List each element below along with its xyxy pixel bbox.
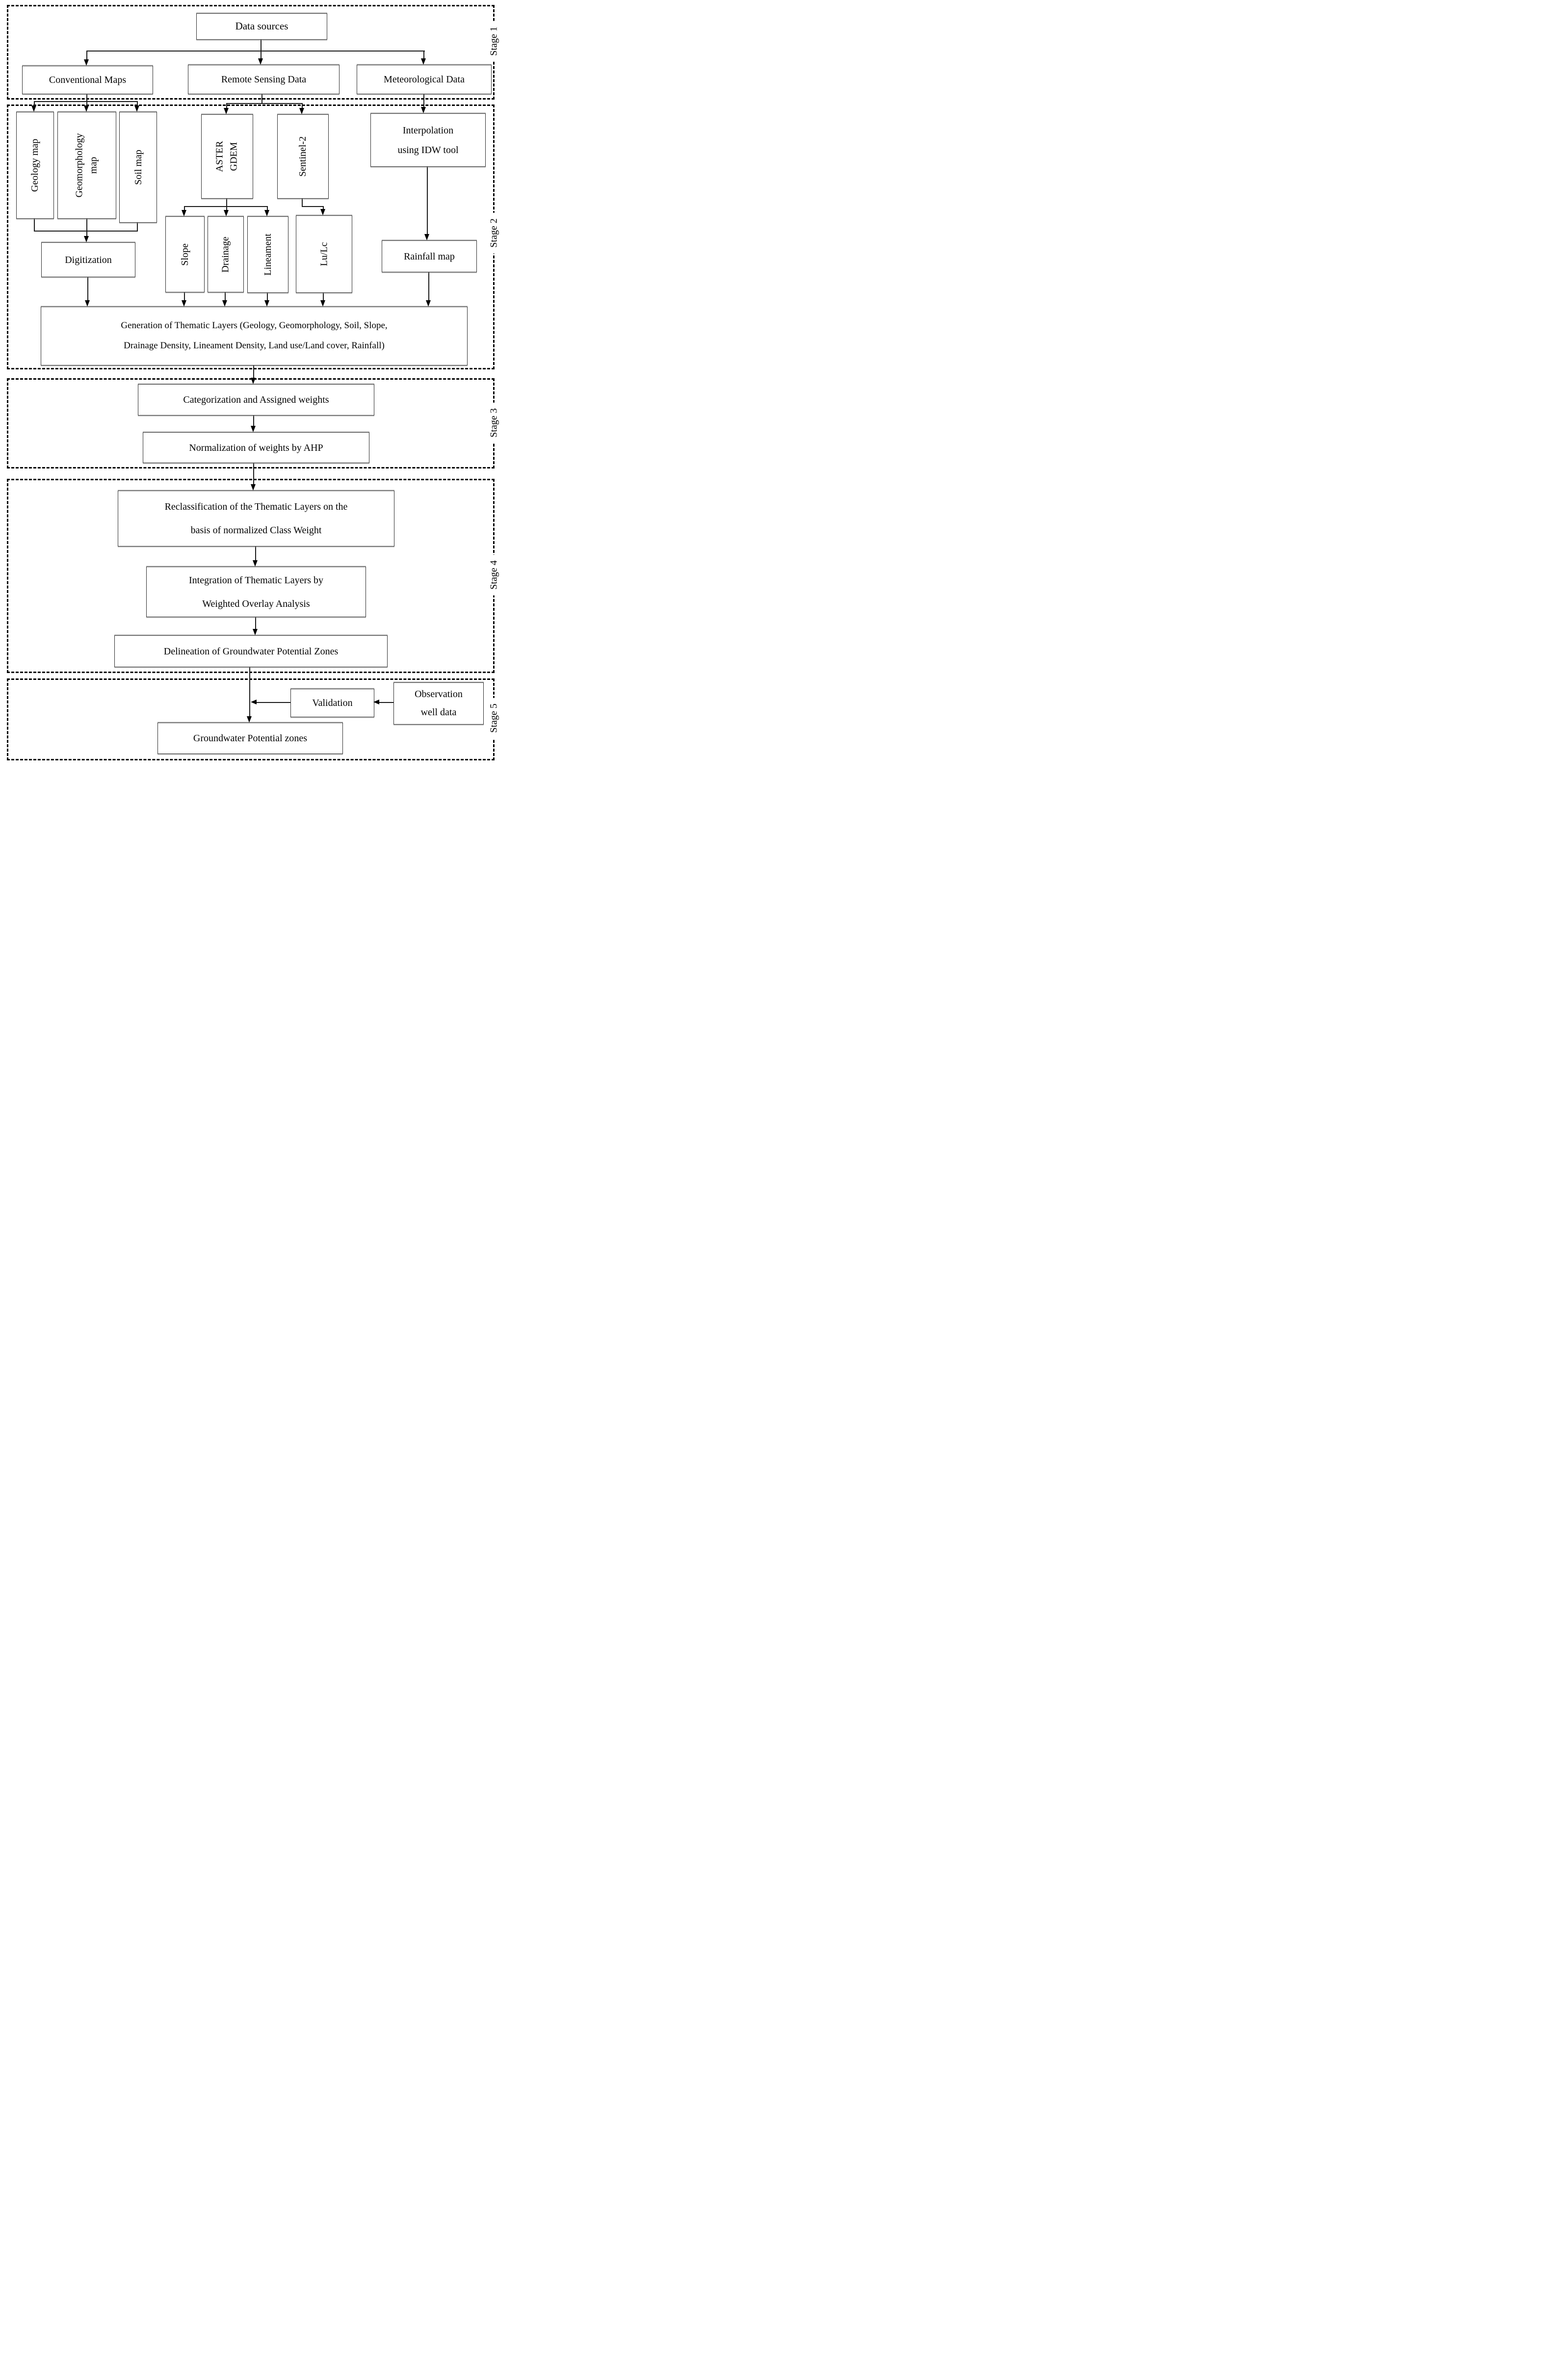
node-soil-map-label: Soil map (132, 150, 144, 185)
arrowhead-down (421, 107, 426, 113)
generation-line2: Drainage Density, Lineament Density, Land use/Land cover, Rainfall) (124, 340, 385, 351)
arrowhead-down (258, 58, 263, 65)
node-geomorphology-map (57, 112, 116, 219)
node-data-sources (196, 13, 327, 40)
node-conventional-maps (22, 66, 153, 94)
connector-line (423, 93, 424, 107)
node-validation-label: Validation (312, 698, 353, 708)
node-remote-sensing-data-label: Remote Sensing Data (221, 74, 307, 85)
arrowhead-left (251, 700, 257, 704)
arrowhead-down (251, 484, 256, 491)
arrowhead-down (222, 300, 227, 307)
node-normalization-label: Normalization of weights by AHP (189, 442, 323, 453)
node-delineation (114, 635, 388, 667)
aster-line2: GDEM (229, 142, 239, 171)
node-integration (146, 567, 366, 617)
stage-3-label (488, 402, 500, 443)
reclassification-line2: basis of normalized Class Weight (190, 525, 322, 536)
stage-2-label (488, 212, 500, 253)
stage-4-label (488, 554, 500, 595)
connector-line (379, 702, 393, 703)
arrowhead-down (424, 234, 429, 240)
connector-line (257, 702, 290, 703)
node-generation-label (121, 316, 387, 356)
arrowhead-down (251, 378, 256, 384)
node-geology-map (16, 112, 54, 219)
arrowhead-down (299, 108, 304, 114)
generation-line1: Generation of Thematic Layers (Geology, Geomorphology, Soil, Slope, (121, 320, 388, 331)
node-conventional-maps-label: Conventional Maps (49, 75, 127, 85)
connector-line (253, 462, 254, 485)
stage-5-text: Stage 5 (488, 703, 499, 733)
arrowhead-down (253, 560, 258, 567)
node-meteorological-data (357, 65, 492, 94)
node-lulc-label: Lu/Lc (318, 242, 330, 266)
arrowhead-down (182, 300, 186, 307)
node-geology-map-label: Geology map (29, 138, 41, 192)
stage-2-text: Stage 2 (488, 218, 499, 248)
connector-line (86, 218, 87, 236)
arrowhead-down (253, 629, 258, 635)
observation-line2: well data (420, 707, 457, 718)
node-lineament (247, 216, 288, 293)
node-rainfall-map (382, 240, 477, 272)
connector-line (184, 291, 185, 301)
connector-line (34, 101, 138, 102)
node-aster-gdem-label (213, 141, 241, 172)
arrowhead-down (85, 300, 90, 307)
node-slope (165, 216, 205, 292)
node-sentinel2-label: Sentinel-2 (297, 136, 309, 177)
connector-line (137, 222, 138, 231)
node-lulc (296, 215, 352, 293)
node-data-sources-label: Data sources (235, 20, 288, 32)
connector-line (86, 51, 87, 60)
arrowhead-left (373, 700, 379, 704)
stage-4-text: Stage 4 (488, 560, 499, 590)
node-categorization-label: Categorization and Assigned weights (183, 394, 329, 405)
node-lineament-label: Lineament (262, 234, 273, 276)
connector-line (253, 364, 254, 378)
arrowhead-down (320, 209, 325, 215)
connector-line (226, 103, 303, 104)
connector-line (267, 292, 268, 301)
connector-line (302, 206, 324, 207)
observation-line1: Observation (415, 689, 463, 700)
node-interpolation-label (397, 121, 458, 160)
arrowhead-down (247, 716, 252, 723)
connector-line (86, 51, 425, 52)
connector-line (225, 291, 226, 301)
stage-5-label (488, 698, 500, 738)
arrowhead-down (84, 105, 89, 112)
connector-line (249, 666, 250, 717)
node-observation-well-data (393, 682, 484, 725)
node-rainfall-map-label: Rainfall map (404, 251, 455, 262)
node-slope-label: Slope (180, 243, 190, 266)
arrowhead-down (84, 236, 89, 242)
node-delineation-label: Delineation of Groundwater Potential Zones (163, 646, 339, 657)
connector-line (255, 546, 256, 561)
node-groundwater-potential-zones (157, 723, 343, 754)
node-meteorological-data-label: Meteorological Data (384, 74, 465, 85)
connector-line (261, 93, 262, 104)
connector-line (323, 292, 324, 301)
stage-1-text: Stage 1 (488, 26, 499, 56)
connector-line (34, 231, 138, 232)
node-gpz-label: Groundwater Potential zones (193, 733, 308, 744)
node-reclassification (118, 491, 394, 546)
interpolation-line1: Interpolation (402, 125, 454, 136)
arrowhead-down (426, 300, 431, 307)
integration-line1: Integration of Thematic Layers by (189, 574, 323, 586)
node-reclassification-label (165, 495, 348, 542)
geomorphology-line1: Geomorphology (74, 133, 85, 198)
stage-3-text: Stage 3 (488, 408, 499, 438)
node-generation-thematic-layers (41, 307, 468, 365)
node-aster-gdem (201, 114, 253, 199)
arrowhead-down (134, 105, 139, 112)
interpolation-line2: using IDW tool (397, 144, 459, 156)
arrowhead-down (84, 59, 89, 66)
node-remote-sensing-data (188, 65, 340, 94)
node-drainage-label: Drainage (220, 236, 232, 273)
arrowhead-down (264, 210, 269, 216)
arrowhead-down (224, 210, 229, 216)
connector-line (34, 218, 35, 231)
node-sentinel2 (277, 114, 329, 199)
connector-line (423, 51, 424, 59)
node-interpolation (370, 113, 486, 167)
arrowhead-down (31, 105, 36, 112)
flowchart-canvas (0, 0, 510, 769)
arrowhead-down (264, 300, 269, 307)
node-soil-map (119, 112, 157, 223)
connector-line (427, 166, 428, 234)
node-normalization (143, 432, 369, 463)
reclassification-line1: Reclassification of the Thematic Layers on the (164, 501, 348, 512)
node-digitization-label: Digitization (65, 254, 112, 265)
arrowhead-down (320, 300, 325, 307)
aster-line1: ASTER (214, 141, 225, 172)
connector-line (226, 198, 227, 207)
connector-line (255, 616, 256, 629)
arrowhead-down (251, 426, 256, 432)
arrowhead-down (224, 108, 229, 114)
node-validation (290, 689, 374, 717)
node-categorization (138, 384, 374, 416)
node-integration-label (189, 569, 323, 616)
integration-line2: Weighted Overlay Analysis (202, 598, 310, 609)
node-drainage (208, 216, 244, 292)
node-digitization (41, 242, 135, 277)
arrowhead-down (182, 210, 186, 216)
geomorphology-line2: map (88, 156, 99, 174)
connector-line (428, 271, 429, 301)
connector-line (302, 198, 303, 207)
arrowhead-down (421, 58, 426, 65)
connector-line (87, 276, 88, 301)
stage-1-label (488, 21, 500, 61)
connector-line (253, 415, 254, 426)
node-geomorphology-map-label (73, 133, 101, 197)
node-observation-label (415, 685, 463, 722)
